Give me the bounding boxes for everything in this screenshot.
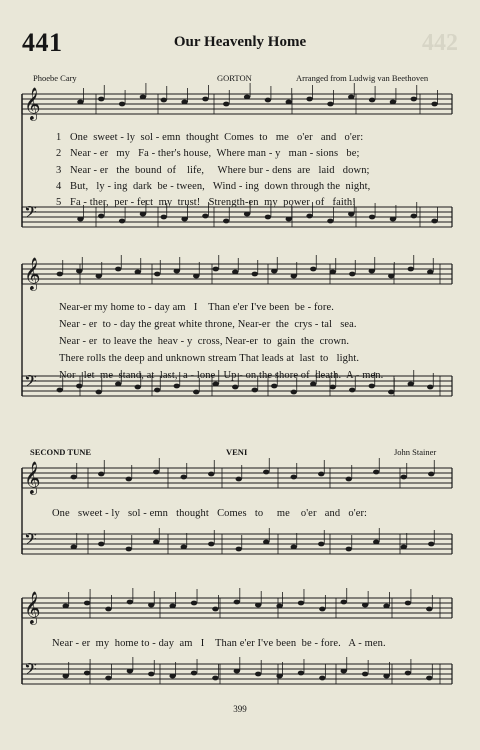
treble-clef: 𝄞 <box>24 461 41 494</box>
stanza-line <box>56 165 370 176</box>
treble-clef: 𝄞 <box>24 591 41 624</box>
stanza-line: Nor let me stand, at last, a - lone Up - on the shore of death. A - men. <box>59 370 384 381</box>
verse-number: 5 <box>56 197 62 209</box>
bass-clef: 𝄢 <box>24 371 37 395</box>
verse-text: But, ly - ing dark be - tween, Wind - ing down through the night, <box>70 180 371 192</box>
verse-text: Near - er my Fa - ther's house, Where man - y man - sions be; <box>70 148 360 160</box>
verse-number: 2 <box>56 148 62 160</box>
treble-clef: 𝄞 <box>24 257 41 290</box>
stanza-line: Near-er my home to - day am I Than e'er I've been be - fore. <box>59 302 334 313</box>
verse-text: One sweet - ly sol - emn thought Comes to me o'er and o'er: <box>70 132 364 143</box>
verse-number: 4 <box>56 180 62 192</box>
second-tune-label: SECOND TUNE <box>30 447 92 457</box>
treble-clef: 𝄞 <box>24 87 41 120</box>
author-credit: Phoebe Cary <box>33 73 77 83</box>
second-tune-line-1: One sweet - ly sol - emn thought Comes to me o'er and o'er: <box>52 508 368 519</box>
stanza-line <box>56 181 370 192</box>
bass-clef: 𝄢 <box>24 659 37 683</box>
bass-clef: 𝄢 <box>24 529 37 553</box>
stanza-line <box>56 197 356 208</box>
verse-text: Fa - ther, per - fect my trust! Strength-en my power of faith! <box>70 197 356 209</box>
hymn-number: 441 <box>22 28 63 57</box>
verse-number: 3 <box>56 164 62 176</box>
stanza-line: There rolls the deep and unknown stream That leads at last to light. <box>59 353 360 364</box>
tune-name: GORTON <box>217 73 252 83</box>
bleed-through-number: 442 <box>422 30 458 56</box>
verse-number: 1 <box>56 132 62 143</box>
arranger-credit: Arranged from Ludwig van Beethoven <box>296 73 429 83</box>
stanza-line: Near - er to leave the heav - y cross, Near-er to gain the crown. <box>59 336 350 347</box>
verse-text: Near - er the bound of life, Where bur - dens are laid down; <box>70 164 370 176</box>
second-tune-name: VENI <box>226 447 248 457</box>
stanza-line: Near - er to - day the great white throne, Near-er the crys - tal sea. <box>59 319 357 330</box>
second-tune-line-2: Near - er my home to - day am I Than e'er I've been be - fore. A - men. <box>52 638 386 649</box>
stanza-line <box>56 148 360 159</box>
page-number: 399 <box>233 704 247 714</box>
second-tune-composer: John Stainer <box>394 447 437 457</box>
bass-clef: 𝄢 <box>24 202 37 226</box>
hymn-title: Our Heavenly Home <box>173 34 307 50</box>
stanza-line <box>56 132 363 143</box>
